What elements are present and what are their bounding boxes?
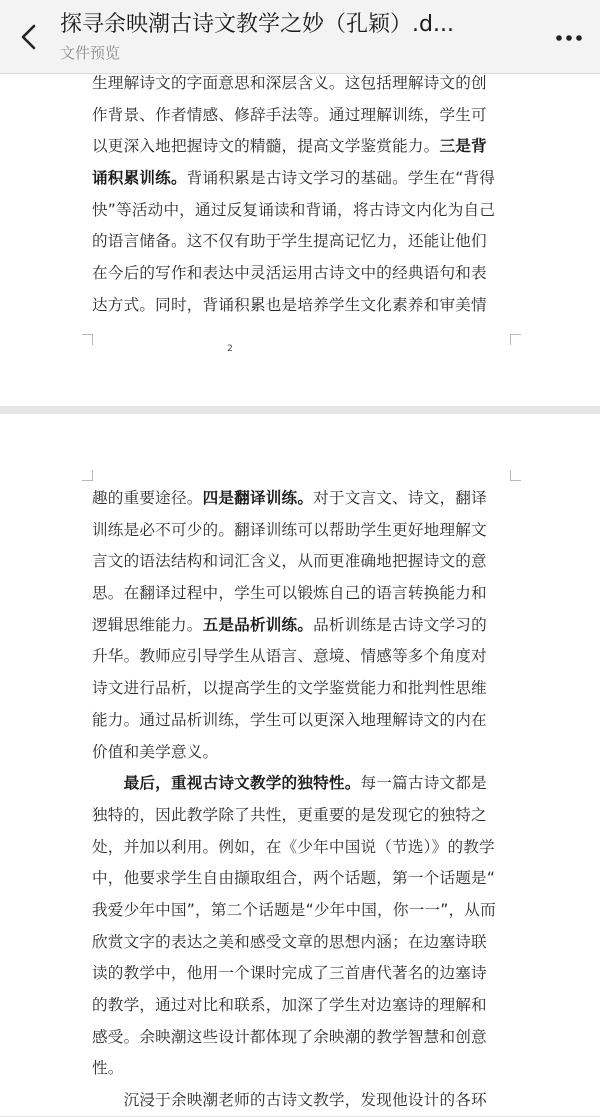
more-button[interactable]	[552, 26, 586, 50]
text-segment: 训练是必不可少的。翻译训练可以帮助学生更好地理解文	[92, 520, 487, 539]
text-line	[92, 705, 510, 737]
page-text	[92, 68, 510, 322]
text-segment: 沉浸于余映潮老师的古诗文教学，发现他设计的各环	[92, 1091, 487, 1110]
document-subtitle: 文件预览	[60, 44, 121, 62]
text-segment: 每一篇古诗文都是	[360, 774, 487, 793]
document-page-3	[0, 414, 600, 1116]
top-bar	[0, 0, 600, 74]
text-segment: 言文的语法结构和词汇含义，从而更准确地把握诗文的意	[92, 552, 487, 571]
text-segment: 的语言储备。这不仅有助于学生提高记忆力，还能让他们	[92, 232, 487, 251]
page-text	[92, 483, 510, 1117]
text-line	[92, 578, 510, 610]
bold-text-segment: 最后，重视古诗文教学的独特性。	[123, 774, 361, 793]
text-segment: 读的教学中，他用一个课时完成了三首唐代著名的边塞诗	[92, 964, 487, 983]
text-segment: 快”等活动中，通过反复诵读和背诵，将古诗文内化为自己	[92, 200, 496, 219]
text-line	[92, 1022, 510, 1054]
text-segment	[92, 774, 124, 792]
text-line	[92, 131, 510, 163]
bold-text-segment: 三是背	[439, 137, 487, 156]
bold-text-segment: 四是翻译训练。	[202, 489, 314, 507]
margin-corner-mark	[82, 334, 93, 345]
text-segment: 我爱少年中国”，第二个话题是“少年中国，你一一”，从而	[92, 900, 496, 919]
text-segment: 思。在翻译过程中，学生可以锻炼自己的语言转换能力和	[92, 584, 487, 603]
text-segment: 背诵积累是古诗文学习的基础。学生在“背得	[186, 169, 496, 188]
text-segment: 升华。教师应引导学生从语言、意境、情感等多个角度对	[92, 647, 487, 666]
bold-text-segment: 五是品析训练。	[202, 615, 314, 634]
text-line	[92, 68, 510, 100]
text-segment: 感受。余映潮这些设计都体现了余映潮的教学智慧和创意	[92, 1027, 487, 1046]
text-line	[92, 895, 510, 927]
text-line	[92, 832, 510, 864]
text-segment: 中，他要求学生自由撷取组合，两个话题，第一个话题是“	[92, 869, 496, 888]
text-line	[92, 100, 510, 132]
margin-corner-mark	[510, 334, 521, 345]
text-segment: 以更深入地把握诗文的精髓，提高文学鉴赏能力。	[92, 137, 440, 156]
text-segment: 能力。通过品析训练，学生可以更深入地理解诗文的内在	[92, 710, 487, 729]
text-line	[92, 483, 510, 515]
document-title: 探寻余映潮古诗文教学之妙（孔颖）.d...	[60, 12, 454, 37]
text-line	[92, 163, 510, 195]
text-line	[92, 610, 510, 642]
back-button[interactable]	[12, 20, 46, 54]
text-line	[92, 258, 510, 290]
text-line	[92, 1053, 510, 1085]
text-segment: 作背景、作者情感、修辞手法等。通过理解训练，学生可	[92, 105, 487, 124]
page-number: 2	[227, 344, 233, 354]
margin-corner-mark	[82, 470, 93, 481]
title-area	[60, 10, 530, 64]
text-line	[92, 673, 510, 705]
text-segment: 欣赏文字的表达之美和感受文章的思想内涵；在边塞诗联	[92, 932, 487, 951]
text-segment: 价值和美学意义。	[92, 742, 219, 761]
bold-text-segment: 诵积累训练。	[92, 169, 187, 188]
text-segment: 诗文进行品析，以提高学生的文学鉴赏能力和批判性思维	[92, 679, 487, 698]
text-segment: 逻辑思维能力。	[92, 615, 203, 634]
text-segment: 处，并加以利用。例如，在《少年中国说（节选）》的教学	[92, 837, 495, 856]
text-segment: 独特的，因此教学除了共性，更重要的是发现它的独特之	[92, 805, 487, 824]
document-page-2	[0, 74, 600, 406]
more-horizontal-icon	[552, 26, 586, 50]
text-line	[92, 768, 510, 800]
text-line	[92, 515, 510, 547]
text-line	[92, 800, 510, 832]
text-line	[92, 737, 510, 769]
text-line	[92, 990, 510, 1022]
text-segment: 性。	[92, 1059, 124, 1078]
text-segment: 达方式。同时，背诵积累也是培养学生文化素养和审美情	[92, 295, 487, 314]
text-line	[92, 958, 510, 990]
text-line	[92, 927, 510, 959]
text-line	[92, 641, 510, 673]
text-line	[92, 290, 510, 322]
chevron-left-icon	[12, 20, 46, 54]
text-line	[92, 546, 510, 578]
text-segment: 的教学，通过对比和联系，加深了学生对边塞诗的理解和	[92, 996, 487, 1014]
text-segment: 在今后的写作和表达中灵活运用古诗文中的经典语句和表	[92, 264, 487, 283]
text-segment: 生理解诗文的字面意思和深层含义。这包括理解诗文的创	[92, 74, 487, 92]
text-segment: 品析训练是古诗文学习的	[313, 615, 487, 634]
margin-corner-mark	[510, 470, 521, 481]
text-line	[92, 195, 510, 227]
text-line	[92, 863, 510, 895]
text-line	[92, 226, 510, 258]
text-segment: 趣的重要途径。	[92, 489, 203, 507]
text-segment: 对于文言文、诗文，翻译	[313, 489, 487, 507]
text-line	[92, 1085, 510, 1117]
